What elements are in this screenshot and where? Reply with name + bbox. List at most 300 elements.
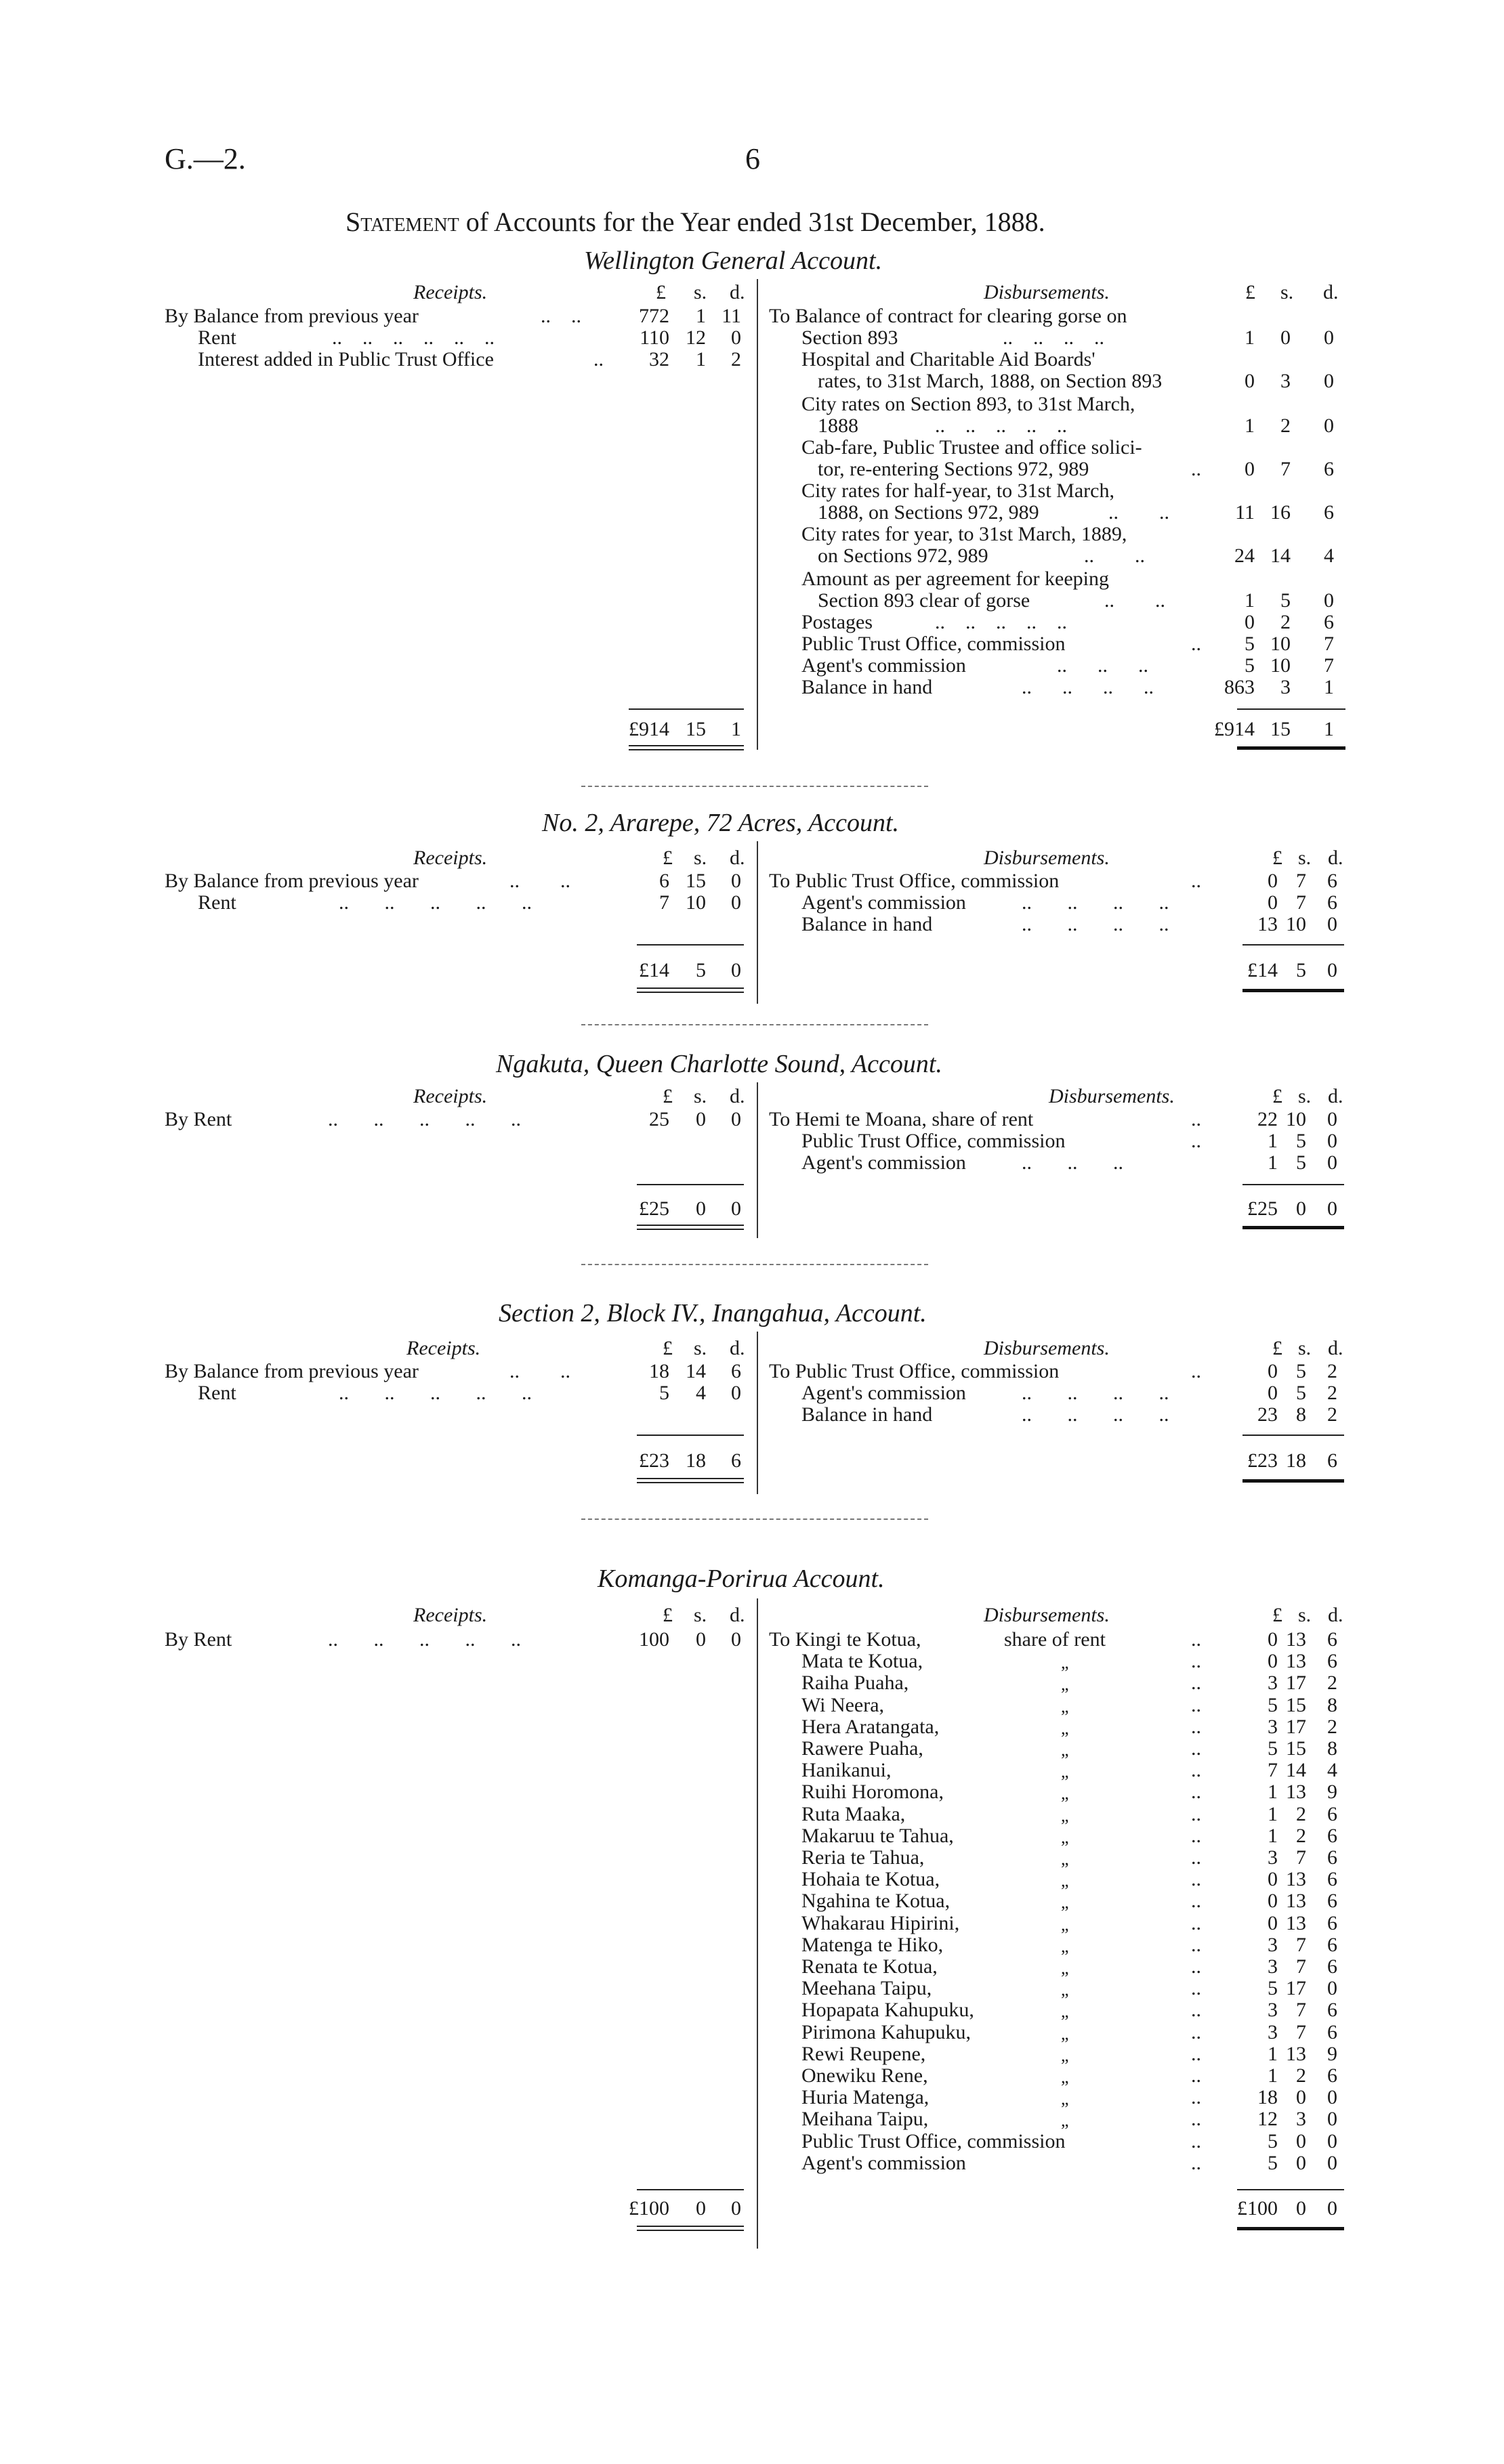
payee-name: Hera Aratangata, <box>801 1716 940 1738</box>
amount-shillings: 5 <box>1296 1151 1306 1174</box>
shillings-heading: s. <box>694 1085 707 1107</box>
receipt-label: Interest added in Public Trust Office <box>198 348 494 370</box>
ditto-mark: „ <box>1061 1871 1069 1890</box>
pounds-heading: £ <box>663 1337 673 1359</box>
amount-pence: 0 <box>1327 2108 1337 2130</box>
leader-dots: .. <box>1191 1716 1201 1738</box>
amount-pounds: 12 <box>1257 2108 1278 2130</box>
amount-pence: 0 <box>731 870 741 892</box>
pounds-heading: £ <box>663 1604 673 1626</box>
amount-pounds: 5 <box>1268 1737 1278 1760</box>
amount-pence: 0 <box>1324 589 1334 612</box>
shillings-heading: s. <box>1298 1604 1312 1626</box>
payee-name: Wi Neera, <box>801 1694 885 1716</box>
amount-pence: 2 <box>1327 1360 1337 1382</box>
leader-dots: .. <box>1191 1130 1201 1152</box>
shillings-heading: s. <box>1298 1085 1312 1107</box>
amount-pence: 6 <box>1327 1955 1337 1978</box>
disbursement-label: Agent's commission <box>801 1382 966 1404</box>
total-pounds: £25 <box>1247 1197 1278 1220</box>
payee-name: Public Trust Office, commission <box>801 2130 1066 2152</box>
leader-dots: .. .. .. .. <box>1022 1403 1169 1426</box>
receipts-heading: Receipts. <box>413 281 488 303</box>
amount-shillings: 10 <box>1286 913 1306 935</box>
amount-pence: 9 <box>1327 2043 1337 2065</box>
disbursement-label-cont: Section 893 clear of gorse <box>818 589 1030 612</box>
disbursement-label: To Balance of contract for clearing gorse on <box>769 305 1127 327</box>
amount-shillings: 14 <box>1270 545 1291 567</box>
amount-pence: 0 <box>731 326 741 349</box>
disbursement-label: Agent's commission <box>801 654 966 677</box>
statement-title-word: Statement <box>346 207 459 237</box>
total-pence: 1 <box>731 718 741 740</box>
amount-pounds: 0 <box>1268 1650 1278 1672</box>
pence-heading: d. <box>1328 1604 1343 1626</box>
amount-shillings: 0 <box>1296 2152 1306 2174</box>
amount-shillings: 7 <box>1296 891 1306 914</box>
amount-pence: 0 <box>731 1108 741 1130</box>
amount-shillings: 13 <box>1286 1650 1306 1672</box>
amount-shillings: 15 <box>1286 1737 1306 1760</box>
leader-dots: .. <box>1191 1781 1201 1803</box>
ditto-mark: „ <box>1061 1740 1069 1760</box>
ditto-mark: „ <box>1061 1674 1069 1694</box>
amount-shillings: 17 <box>1286 1716 1306 1738</box>
ditto-mark: „ <box>1061 1783 1069 1803</box>
receipt-label: By Balance from previous year <box>165 305 419 327</box>
disbursement-label: Amount as per agreement for keeping <box>801 568 1109 590</box>
total-shillings: 0 <box>1296 2197 1306 2219</box>
leader-dots: .. .. .. .. .. <box>339 1382 532 1404</box>
amount-pounds: 5 <box>1268 1694 1278 1716</box>
total-pounds: £100 <box>1237 2197 1278 2219</box>
disbursement-label: Balance in hand <box>801 913 933 935</box>
disbursements-heading: Disbursements. <box>984 1604 1110 1626</box>
leader-dots: .. <box>593 348 604 370</box>
amount-shillings: 0 <box>1280 326 1291 349</box>
amount-shillings: 13 <box>1286 1781 1306 1803</box>
leader-dots: .. .. <box>541 305 581 327</box>
amount-pounds: 0 <box>1268 1382 1278 1404</box>
amount-pence: 6 <box>1327 870 1337 892</box>
ditto-mark: „ <box>1061 1806 1069 1825</box>
amount-shillings: 0 <box>696 1628 706 1651</box>
payee-name: Mata te Kotua, <box>801 1650 923 1672</box>
disbursement-label: Agent's commission <box>801 1151 966 1174</box>
payee-name: Huria Matenga, <box>801 2086 929 2108</box>
leader-dots: .. .. <box>1108 501 1169 524</box>
amount-pence: 4 <box>1324 545 1334 567</box>
amount-pence: 0 <box>1324 370 1334 392</box>
amount-pounds: 1 <box>1268 1130 1278 1152</box>
leader-dots: .. <box>1191 2130 1201 2152</box>
leader-dots: .. .. .. .. .. <box>935 415 1067 437</box>
amount-pence: 6 <box>1327 2021 1337 2043</box>
amount-pounds: 0 <box>1268 1360 1278 1382</box>
receipt-label: By Balance from previous year <box>165 1360 419 1382</box>
shillings-heading: s. <box>1298 847 1312 869</box>
receipt-label: By Rent <box>165 1628 232 1651</box>
ditto-mark: „ <box>1061 2067 1069 2087</box>
amount-pence: 6 <box>1327 1825 1337 1847</box>
leader-dots: .. .. .. .. .. .. <box>332 326 495 349</box>
total-shillings: 0 <box>1296 1197 1306 1220</box>
amount-shillings: 7 <box>1296 2021 1306 2043</box>
leader-dots: .. <box>1191 870 1201 892</box>
amount-pounds: 5 <box>1268 2152 1278 2174</box>
receipts-heading: Receipts. <box>413 1604 488 1626</box>
amount-pence: 4 <box>1327 1759 1337 1781</box>
amount-pence: 6 <box>1327 1803 1337 1825</box>
disbursements-heading: Disbursements. <box>1049 1085 1175 1107</box>
receipts-heading: Receipts. <box>406 1337 481 1359</box>
amount-shillings: 3 <box>1296 2108 1306 2130</box>
leader-dots: .. <box>1191 1846 1201 1869</box>
amount-pounds: 0 <box>1268 1628 1278 1651</box>
pounds-heading: £ <box>656 281 666 303</box>
amount-pounds: 0 <box>1245 611 1255 633</box>
disbursement-label-cont: tor, re-entering Sections 972, 989 <box>818 458 1089 480</box>
leader-dots: .. <box>1191 2064 1201 2087</box>
disbursement-label: Postages <box>801 611 873 633</box>
payee-name: Meihana Taipu, <box>801 2108 929 2130</box>
ditto-mark: „ <box>1061 1827 1069 1847</box>
amount-pence: 6 <box>1324 611 1334 633</box>
account-title: No. 2, Ararepe, 72 Acres, Account. <box>542 809 900 837</box>
amount-shillings: 5 <box>1296 1130 1306 1152</box>
leader-dots: .. <box>1191 1650 1201 1672</box>
amount-pounds: 1 <box>1268 2064 1278 2087</box>
pence-heading: d. <box>730 1085 745 1107</box>
amount-pence: 6 <box>1327 1868 1337 1890</box>
leader-dots: .. <box>1191 2086 1201 2108</box>
leader-dots: .. <box>1191 633 1201 655</box>
amount-shillings: 13 <box>1286 1628 1306 1651</box>
total-pounds: £14 <box>639 959 669 981</box>
amount-shillings: 1 <box>696 348 706 370</box>
amount-pounds: 32 <box>649 348 669 370</box>
payee-name: Pirimona Kahupuku, <box>801 2021 971 2043</box>
amount-shillings: 5 <box>1296 1360 1306 1382</box>
shillings-heading: s. <box>694 1604 707 1626</box>
amount-pence: 2 <box>731 348 741 370</box>
amount-pence: 0 <box>1327 2152 1337 2174</box>
receipt-label: Rent <box>198 891 236 914</box>
amount-shillings: 2 <box>1296 1803 1306 1825</box>
statement-title <box>346 209 1045 236</box>
total-pence: 0 <box>1327 1197 1337 1220</box>
amount-shillings: 10 <box>1270 654 1291 677</box>
ditto-mark: „ <box>1061 2001 1069 2021</box>
leader-dots: .. .. .. .. <box>1022 913 1169 935</box>
amount-pounds: 5 <box>659 1382 669 1404</box>
disbursement-label: City rates for year, to 31st March, 1889, <box>801 523 1127 545</box>
amount-pounds: 3 <box>1268 1934 1278 1956</box>
ditto-mark: „ <box>1061 2089 1069 2108</box>
total-pounds: £23 <box>1247 1449 1278 1472</box>
pounds-heading: £ <box>1272 1604 1282 1626</box>
total-pounds: £23 <box>639 1449 669 1472</box>
amount-shillings: 8 <box>1296 1403 1306 1426</box>
amount-shillings: 5 <box>1280 589 1291 612</box>
ditto-mark: „ <box>1061 1980 1069 1999</box>
payee-name: Rewi Reupene, <box>801 2043 926 2065</box>
receipt-label: By Rent <box>165 1108 232 1130</box>
payee-name: Hopapata Kahupuku, <box>801 1999 974 2021</box>
total-pence: 6 <box>731 1449 741 1472</box>
payee-name: Reria te Tahua, <box>801 1846 925 1869</box>
amount-pounds: 13 <box>1257 913 1278 935</box>
leader-dots: .. <box>1191 2021 1201 2043</box>
pounds-heading: £ <box>663 1085 673 1107</box>
leader-dots: .. .. .. .. <box>1022 676 1154 698</box>
receipt-label: Rent <box>198 326 236 349</box>
ditto-mark: „ <box>1061 1697 1069 1716</box>
amount-pounds: 772 <box>639 305 669 327</box>
leader-dots: .. <box>1191 1955 1201 1978</box>
leader-dots: .. .. <box>509 1360 570 1382</box>
pence-heading: d. <box>730 1337 745 1359</box>
amount-pence: 6 <box>731 1360 741 1382</box>
amount-pounds: 5 <box>1268 2130 1278 2152</box>
disbursement-label-cont: on Sections 972, 989 <box>818 545 988 567</box>
leader-dots: .. .. <box>1104 589 1165 612</box>
disbursement-label-cont: rates, to 31st March, 1888, on Section 893 <box>818 370 1163 392</box>
payee-name: Ngahina te Kotua, <box>801 1890 951 1912</box>
amount-pence: 6 <box>1327 891 1337 914</box>
page-number: 6 <box>745 142 760 175</box>
amount-pounds: 100 <box>639 1628 669 1651</box>
pounds-heading: £ <box>1272 847 1282 869</box>
disbursement-label: Public Trust Office, commission <box>801 633 1066 655</box>
shillings-heading: s. <box>694 281 707 303</box>
amount-pence: 6 <box>1327 1628 1337 1651</box>
amount-pounds: 23 <box>1257 1403 1278 1426</box>
amount-shillings: 16 <box>1270 501 1291 524</box>
pounds-heading: £ <box>1272 1337 1282 1359</box>
amount-pence: 0 <box>1327 1977 1337 1999</box>
leader-dots: .. .. .. <box>1022 1151 1123 1174</box>
leader-dots: .. <box>1191 1912 1201 1934</box>
leader-dots: .. .. .. .. <box>1022 891 1169 914</box>
disbursement-label: City rates on Section 893, to 31st March, <box>801 393 1135 415</box>
amount-shillings: 7 <box>1296 870 1306 892</box>
total-pence: 6 <box>1327 1449 1337 1472</box>
payee-name: Meehana Taipu, <box>801 1977 932 1999</box>
payee-name: Matenga te Hiko, <box>801 1934 944 1956</box>
statement-title-rest: of Accounts for the Year ended 31st December, 1888. <box>465 207 1045 237</box>
amount-pence: 11 <box>722 305 741 327</box>
amount-pounds: 5 <box>1245 654 1255 677</box>
pounds-heading: £ <box>1245 281 1255 303</box>
disbursement-label-cont: Section 893 <box>801 326 898 349</box>
ditto-mark: „ <box>1061 1958 1069 1978</box>
amount-shillings: 7 <box>1296 1934 1306 1956</box>
amount-pounds: 0 <box>1268 870 1278 892</box>
disbursements-heading: Disbursements. <box>984 1337 1110 1359</box>
payee-name: Makaruu te Tahua, <box>801 1825 954 1847</box>
disbursement-label: Cab-fare, Public Trustee and office solici- <box>801 436 1142 459</box>
total-shillings: 5 <box>696 959 706 981</box>
amount-pence: 0 <box>1327 1151 1337 1174</box>
ditto-mark: „ <box>1061 1936 1069 1956</box>
leader-dots: .. <box>1191 1934 1201 1956</box>
amount-pounds: 5 <box>1268 1977 1278 1999</box>
amount-pence: 8 <box>1327 1694 1337 1716</box>
shillings-heading: s. <box>1280 281 1294 303</box>
pence-heading: d. <box>1328 1085 1343 1107</box>
amount-pounds: 22 <box>1257 1108 1278 1130</box>
total-pence: 0 <box>731 2197 741 2219</box>
amount-shillings: 2 <box>1280 415 1291 437</box>
amount-pence: 9 <box>1327 1781 1337 1803</box>
ditto-mark: „ <box>1061 2045 1069 2065</box>
amount-pence: 0 <box>1327 2130 1337 2152</box>
leader-dots: .. .. .. .. .. <box>935 611 1067 633</box>
amount-pounds: 0 <box>1268 1912 1278 1934</box>
leader-dots: .. <box>1191 1803 1201 1825</box>
account-title: Section 2, Block IV., Inangahua, Account. <box>499 1299 927 1327</box>
payee-name: To Kingi te Kotua, <box>769 1628 921 1651</box>
amount-pounds: 3 <box>1268 1716 1278 1738</box>
amount-shillings: 15 <box>686 870 706 892</box>
amount-pence: 6 <box>1327 1912 1337 1934</box>
amount-pounds: 110 <box>640 326 669 349</box>
amount-pounds: 0 <box>1245 458 1255 480</box>
amount-shillings: 17 <box>1286 1672 1306 1694</box>
leader-dots: .. <box>1191 1360 1201 1382</box>
leader-dots: .. <box>1191 2043 1201 2065</box>
pence-heading: d. <box>730 847 745 869</box>
leader-dots: .. <box>1191 1890 1201 1912</box>
total-shillings: 15 <box>686 718 706 740</box>
payee-name: Ruihi Horomona, <box>801 1781 944 1803</box>
amount-pounds: 3 <box>1268 1672 1278 1694</box>
total-shillings: 15 <box>1270 718 1291 740</box>
ditto-mark: „ <box>1061 2110 1069 2130</box>
disbursement-label-cont: 1888 <box>818 415 858 437</box>
amount-pounds: 6 <box>659 870 669 892</box>
amount-shillings: 10 <box>1286 1108 1306 1130</box>
amount-pence: 6 <box>1327 1934 1337 1956</box>
amount-pounds: 0 <box>1268 1868 1278 1890</box>
disbursement-label: Balance in hand <box>801 1403 933 1426</box>
amount-pence: 0 <box>1324 326 1334 349</box>
amount-pence: 2 <box>1327 1672 1337 1694</box>
leader-dots: .. .. .. .. <box>1003 326 1104 349</box>
amount-shillings: 2 <box>1296 1825 1306 1847</box>
leader-dots: .. <box>1191 1694 1201 1716</box>
amount-pence: 7 <box>1324 633 1334 655</box>
amount-shillings: 17 <box>1286 1977 1306 1999</box>
amount-pounds: 25 <box>649 1108 669 1130</box>
leader-dots: .. .. .. .. <box>1022 1382 1169 1404</box>
receipt-label: Rent <box>198 1382 236 1404</box>
amount-shillings: 2 <box>1280 611 1291 633</box>
leader-dots: .. <box>1191 2108 1201 2130</box>
amount-pence: 6 <box>1324 458 1334 480</box>
amount-pounds: 11 <box>1235 501 1255 524</box>
leader-dots: .. .. .. .. .. <box>328 1628 521 1651</box>
ditto-mark: „ <box>1061 1892 1069 1912</box>
ditto-mark: „ <box>1061 2024 1069 2043</box>
shillings-heading: s. <box>1298 1337 1312 1359</box>
amount-pounds: 18 <box>1257 2086 1278 2108</box>
amount-pounds: 3 <box>1268 1999 1278 2021</box>
amount-pounds: 1 <box>1245 326 1255 349</box>
amount-pounds: 7 <box>659 891 669 914</box>
amount-shillings: 13 <box>1286 1890 1306 1912</box>
total-shillings: 5 <box>1296 959 1306 981</box>
amount-shillings: 13 <box>1286 1868 1306 1890</box>
total-shillings: 0 <box>696 1197 706 1220</box>
amount-shillings: 0 <box>1296 2086 1306 2108</box>
disbursement-label: Public Trust Office, commission <box>801 1130 1066 1152</box>
amount-pence: 0 <box>731 1382 741 1404</box>
total-pence: 0 <box>1327 959 1337 981</box>
total-pence: 0 <box>1327 2197 1337 2219</box>
amount-pounds: 1 <box>1245 589 1255 612</box>
amount-pounds: 1 <box>1268 1825 1278 1847</box>
disbursements-heading: Disbursements. <box>984 847 1110 869</box>
pounds-heading: £ <box>663 847 673 869</box>
leader-dots: .. .. .. <box>1057 654 1148 677</box>
leader-dots: .. <box>1191 1628 1201 1651</box>
leader-dots: .. <box>1191 1825 1201 1847</box>
amount-pounds: 1 <box>1245 415 1255 437</box>
amount-pounds: 1 <box>1268 2043 1278 2065</box>
document-reference: G.—2. <box>165 142 246 175</box>
disbursement-label-cont: 1888, on Sections 972, 989 <box>818 501 1039 524</box>
amount-shillings: 13 <box>1286 2043 1306 2065</box>
amount-shillings: 0 <box>1296 2130 1306 2152</box>
amount-shillings: 5 <box>1296 1382 1306 1404</box>
account-title: Ngakuta, Queen Charlotte Sound, Account. <box>496 1050 942 1078</box>
amount-pounds: 3 <box>1268 1846 1278 1869</box>
amount-pence: 6 <box>1327 1846 1337 1869</box>
amount-shillings: 10 <box>1270 633 1291 655</box>
disbursement-label: Balance in hand <box>801 676 933 698</box>
ditto-mark: „ <box>1061 1915 1069 1934</box>
amount-pence: 6 <box>1327 1999 1337 2021</box>
amount-shillings: 0 <box>696 1108 706 1130</box>
payee-name: Hohaia te Kotua, <box>801 1868 940 1890</box>
total-pence: 0 <box>731 1197 741 1220</box>
amount-pounds: 18 <box>649 1360 669 1382</box>
total-pence: 0 <box>731 959 741 981</box>
pence-heading: d. <box>730 1604 745 1626</box>
amount-pence: 0 <box>731 1628 741 1651</box>
payee-name: Ruta Maaka, <box>801 1803 906 1825</box>
leader-dots: .. <box>1191 1759 1201 1781</box>
disbursement-label: Hospital and Charitable Aid Boards' <box>801 348 1095 370</box>
disbursement-label: Agent's commission <box>801 891 966 914</box>
amount-shillings: 7 <box>1280 458 1291 480</box>
payee-name: Onewiku Rene, <box>801 2064 928 2087</box>
leader-dots: .. <box>1191 458 1201 480</box>
amount-pounds: 863 <box>1224 676 1255 698</box>
pounds-heading: £ <box>1272 1085 1282 1107</box>
amount-pounds: 5 <box>1245 633 1255 655</box>
payee-name: Raiha Puaha, <box>801 1672 909 1694</box>
disbursements-heading: Disbursements. <box>984 281 1110 303</box>
payee-name: Whakarau Hipirini, <box>801 1912 960 1934</box>
payee-name: Hanikanui, <box>801 1759 892 1781</box>
amount-pounds: 1 <box>1268 1781 1278 1803</box>
amount-shillings: 1 <box>696 305 706 327</box>
payee-name: Agent's commission <box>801 2152 966 2174</box>
share-of-rent-label: share of rent <box>1004 1628 1106 1651</box>
